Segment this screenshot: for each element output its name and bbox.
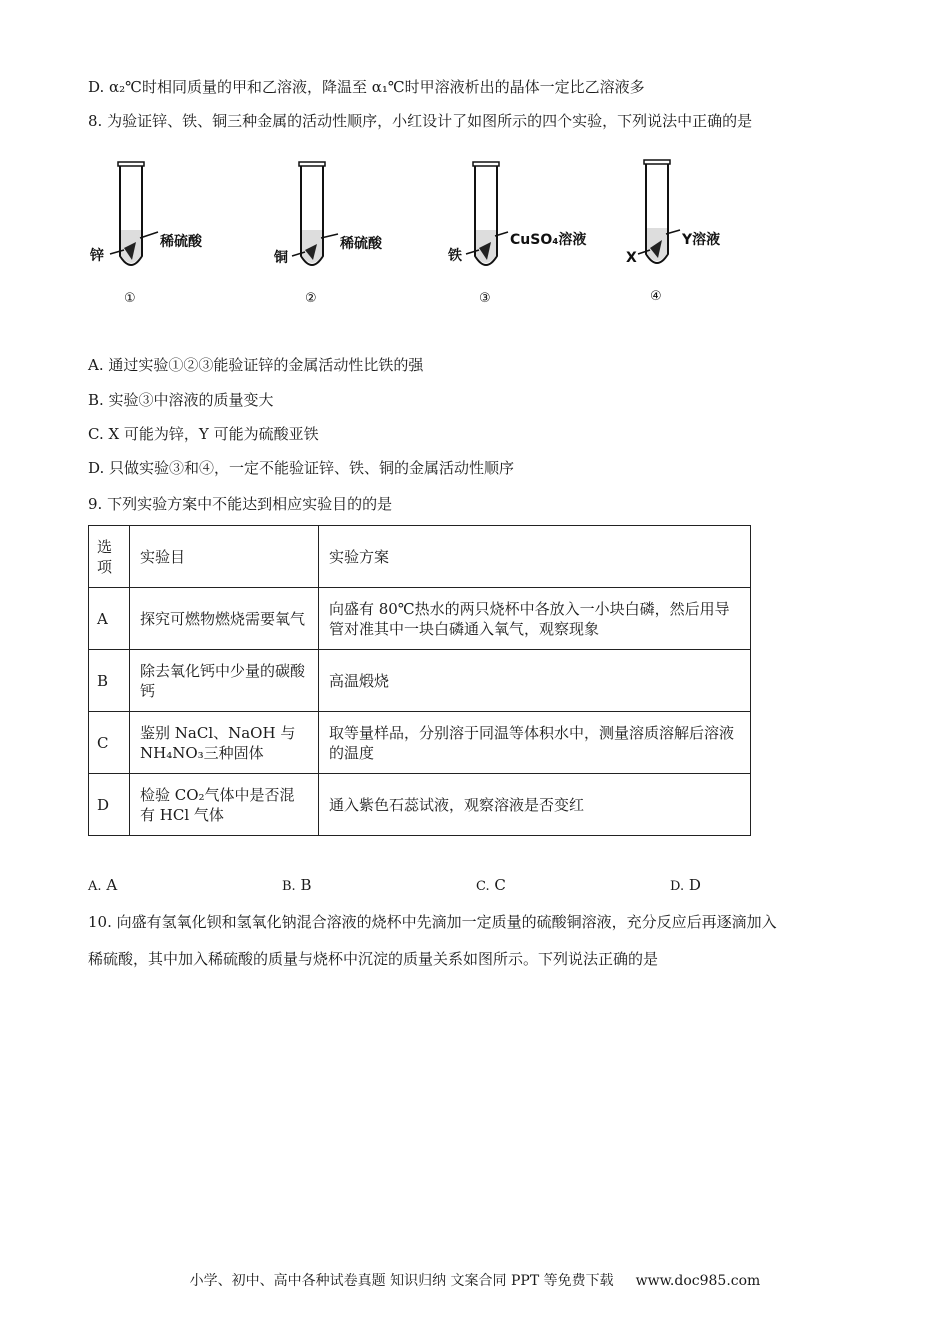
question-10-stem-line-2: 稀硫酸，其中加入稀硫酸的质量与烧杯中沉淀的质量关系如图所示。下列说法正确的是 — [88, 950, 659, 968]
question-10-stem-line-1: 10. 向盛有氢氧化钡和氢氧化钠混合溶液的烧杯中先滴加一定质量的硫酸铜溶液，充分反应后再逐滴加入 — [88, 913, 777, 931]
question-8-option-b: B. 实验③中溶液的质量变大 — [88, 391, 274, 409]
tube-2-solution: 稀硫酸 — [340, 236, 382, 252]
table-row — [89, 712, 751, 774]
tube-4-solution: Y溶液 — [682, 232, 721, 248]
tube-1-solution: 稀硫酸 — [160, 234, 202, 250]
question-8-option-c: C. X 可能为锌，Y 可能为硫酸亚铁 — [88, 425, 319, 443]
choice-d: D. D — [670, 876, 701, 894]
row-option: B — [89, 650, 130, 712]
row-plan: 高温煅烧 — [319, 650, 751, 712]
footer-url[interactable]: www.doc985.com — [635, 1273, 761, 1289]
row-plan: 通入紫色石蕊试液，观察溶液是否变红 — [319, 774, 751, 836]
footer-text: 小学、初中、高中各种试卷真题 知识归纳 文案合同 PPT 等免费下载 — [189, 1273, 614, 1289]
row-option: C — [89, 712, 130, 774]
test-tube-4 — [626, 160, 720, 304]
question-8-option-d: D. 只做实验③和④，一定不能验证锌、铁、铜的金属活动性顺序 — [88, 459, 515, 477]
test-tube-3 — [447, 162, 586, 306]
row-goal: 探究可燃物燃烧需要氧气 — [130, 588, 319, 650]
tube-1-metal: 锌 — [90, 248, 104, 264]
question-8-option-a: A. 通过实验①②③能验证锌的金属活动性比铁的强 — [88, 356, 424, 374]
table-row — [89, 650, 751, 712]
choice-c: C. C — [476, 876, 506, 894]
tube-4-number: ④ — [650, 289, 662, 304]
question-9-stem: 9. 下列实验方案中不能达到相应实验目的的是 — [88, 495, 393, 513]
header-goal: 实验目 — [130, 526, 319, 588]
row-option: D — [89, 774, 130, 836]
tube-1-number: ① — [124, 291, 136, 306]
tube-3-number: ③ — [479, 291, 491, 306]
option-d-previous: D. α₂℃时相同质量的甲和乙溶液，降温至 α₁℃时甲溶液析出的晶体一定比乙溶液多 — [88, 78, 645, 96]
table-header-row — [89, 526, 751, 588]
table-row — [89, 588, 751, 650]
tube-4-metal: X — [626, 250, 637, 266]
tube-3-metal: 铁 — [448, 248, 462, 264]
test-tube-2 — [273, 162, 383, 306]
row-goal: 除去氧化钙中少量的碳酸钙 — [130, 650, 319, 712]
header-plan: 实验方案 — [319, 526, 751, 588]
tube-3-solution: CuSO₄溶液 — [510, 232, 587, 248]
header-option: 选项 — [89, 526, 130, 588]
tube-2-metal: 铜 — [274, 250, 288, 266]
question-8-stem: 8. 为验证锌、铁、铜三种金属的活动性顺序，小红设计了如图所示的四个实验，下列说法中正确的是 — [88, 112, 753, 130]
experiment-table — [88, 525, 751, 836]
test-tube-1 — [89, 162, 203, 306]
choice-b: B. B — [282, 876, 312, 894]
row-goal: 鉴别 NaCl、NaOH 与 NH₄NO₃三种固体 — [130, 712, 319, 774]
table-row — [89, 774, 751, 836]
row-goal: 检验 CO₂气体中是否混有 HCl 气体 — [130, 774, 319, 836]
choice-a: A. A — [88, 876, 118, 894]
test-tube-figure — [88, 150, 768, 320]
row-option: A — [89, 588, 130, 650]
row-plan: 取等量样品，分别溶于同温等体积水中，测量溶质溶解后溶液的温度 — [319, 712, 751, 774]
page-footer — [0, 1270, 950, 1290]
row-plan: 向盛有 80℃热水的两只烧杯中各放入一小块白磷，然后用导管对准其中一块白磷通入氧气，观察现象 — [319, 588, 751, 650]
tube-2-number: ② — [305, 291, 317, 306]
question-9-choices — [88, 876, 788, 900]
